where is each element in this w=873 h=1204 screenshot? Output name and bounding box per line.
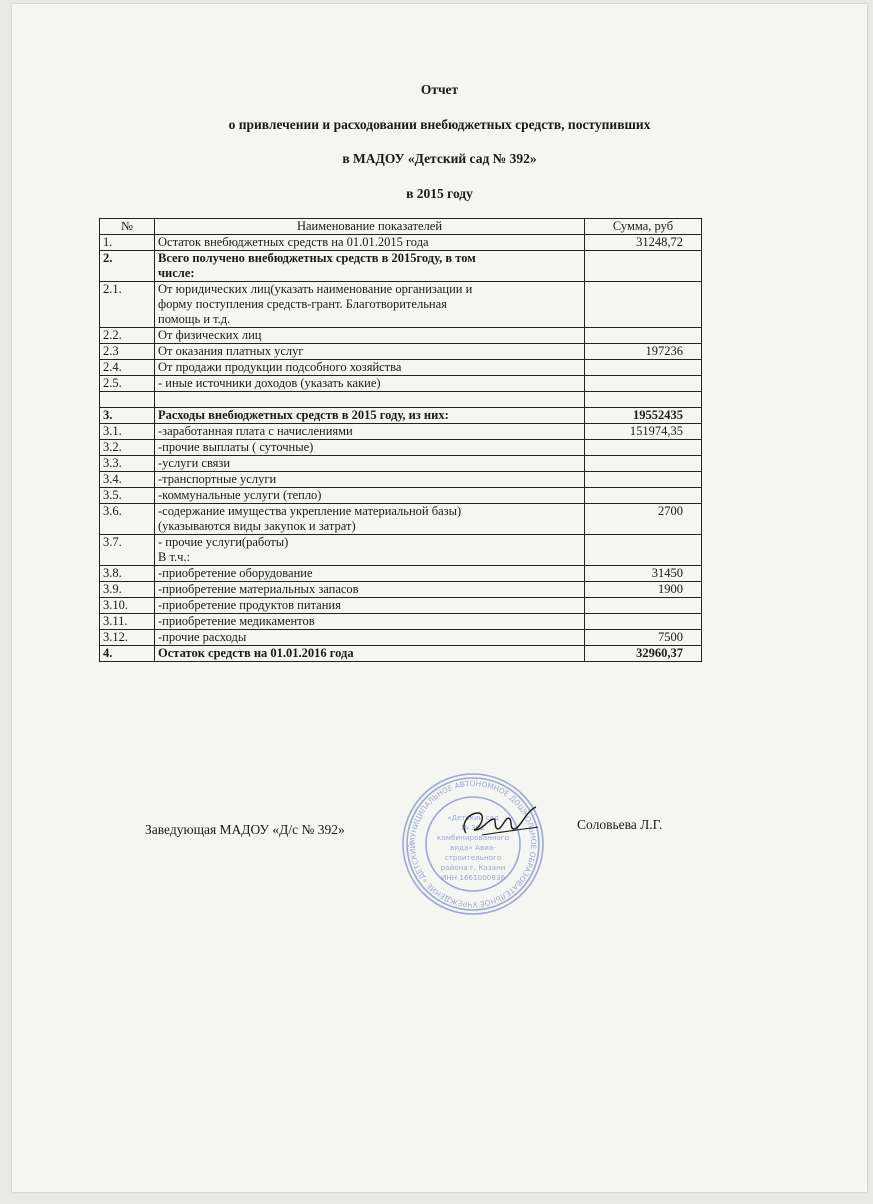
row-indicator-name: От юридических лиц(указать наименование организации и форму поступления средств-грант. Благотворительная помощь и т.д. <box>155 282 585 328</box>
row-indicator-name: -приобретение продуктов питания <box>155 598 585 614</box>
title-line-1: Отчет <box>420 82 459 97</box>
row-indicator-name: -приобретение оборудование <box>155 566 585 582</box>
row-number: 2.4. <box>100 360 155 376</box>
stamp-inner-line: района г. Казани <box>440 863 506 872</box>
table-row <box>100 566 702 582</box>
row-sum <box>585 360 702 376</box>
table-row <box>100 472 702 488</box>
row-indicator-name: Всего получено внебюджетных средств в 2015году, в том числе: <box>155 251 585 282</box>
document-page <box>12 4 867 1192</box>
row-sum <box>585 251 702 282</box>
row-number: 3.7. <box>100 535 155 566</box>
stamp-ring-text: МУНИЦИПАЛЬНОЕ АВТОНОМНОЕ ДОШКОЛЬНОЕ ОБРАЗОВАТЕЛЬНОЕ УЧРЕЖДЕНИЕ «ДЕТСКИЙ <box>407 778 539 910</box>
table-row <box>100 344 702 360</box>
row-sum: 32960,37 <box>585 646 702 662</box>
row-number: 1. <box>100 235 155 251</box>
title-line-3: в МАДОУ «Детский сад № 392» <box>342 151 537 166</box>
signer-name: Соловьева Л.Г. <box>577 817 663 832</box>
title-line-4: в 2015 году <box>406 186 473 201</box>
row-number: 2.5. <box>100 376 155 392</box>
stamp-inner-line: комбинированного <box>436 833 510 842</box>
row-sum: 31248,72 <box>585 235 702 251</box>
stamp-inner-line: № 392 <box>461 823 485 832</box>
row-indicator-name: -услуги связи <box>155 456 585 472</box>
signature-label: Заведующая МАДОУ «Д/с № 392» <box>145 822 345 837</box>
row-number: 3.1. <box>100 424 155 440</box>
row-sum: 7500 <box>585 630 702 646</box>
row-sum: 151974,35 <box>585 424 702 440</box>
row-number: 3.3. <box>100 456 155 472</box>
row-number: 3.12. <box>100 630 155 646</box>
row-sum: 31450 <box>585 566 702 582</box>
row-indicator-name: -коммунальные услуги (тепло) <box>155 488 585 504</box>
row-number: 2.2. <box>100 328 155 344</box>
row-indicator-name: Остаток средств на 01.01.2016 года <box>155 646 585 662</box>
row-indicator-name: - прочие услуги(работы) В т.ч.: <box>155 535 585 566</box>
title-line-2: о привлечении и расходовании внебюджетных средств, поступивших <box>228 117 651 132</box>
row-indicator-name: -приобретение материальных запасов <box>155 582 585 598</box>
row-sum <box>585 440 702 456</box>
row-indicator-name <box>155 392 585 408</box>
row-sum <box>585 282 702 328</box>
row-indicator-name: -приобретение медикаментов <box>155 614 585 630</box>
row-sum <box>585 328 702 344</box>
row-number <box>100 392 155 408</box>
table-row <box>100 598 702 614</box>
row-number: 3.11. <box>100 614 155 630</box>
stamp-inner-line: вида» Авиа- <box>450 843 496 852</box>
table-row <box>100 392 702 408</box>
signature-icon <box>452 799 542 849</box>
table-row <box>100 282 702 328</box>
row-number: 4. <box>100 646 155 662</box>
stamp-inner-line: ИНН 1661000836 <box>440 873 506 882</box>
row-number: 3. <box>100 408 155 424</box>
row-number: 2.3 <box>100 344 155 360</box>
row-indicator-name: - иные источники доходов (указать какие) <box>155 376 585 392</box>
row-indicator-name: От продажи продукции подсобного хозяйства <box>155 360 585 376</box>
stamp-inner-line: «Детский сад <box>447 813 499 822</box>
table-row <box>100 376 702 392</box>
table-row <box>100 582 702 598</box>
table-row <box>100 408 702 424</box>
table-header-row <box>100 219 702 235</box>
table-row <box>100 328 702 344</box>
row-number: 3.8. <box>100 566 155 582</box>
row-sum <box>585 598 702 614</box>
table-row <box>100 440 702 456</box>
row-sum: 19552435 <box>585 408 702 424</box>
table-body <box>100 235 702 662</box>
row-number: 3.5. <box>100 488 155 504</box>
header-sum: Сумма, руб <box>585 219 702 235</box>
row-sum <box>585 456 702 472</box>
table-row <box>100 424 702 440</box>
row-indicator-name: -транспортные услуги <box>155 472 585 488</box>
report-table <box>99 218 702 662</box>
header-name: Наименование показателей <box>155 219 585 235</box>
table-row <box>100 360 702 376</box>
row-sum <box>585 535 702 566</box>
stamp-inner-line: строительного <box>444 853 502 862</box>
table-row <box>100 456 702 472</box>
row-sum <box>585 488 702 504</box>
header-num: № <box>100 219 155 235</box>
row-indicator-name: -прочие выплаты ( суточные) <box>155 440 585 456</box>
table-row <box>100 488 702 504</box>
row-number: 2. <box>100 251 155 282</box>
table-row <box>100 251 702 282</box>
table-row <box>100 646 702 662</box>
row-indicator-name: От физических лиц <box>155 328 585 344</box>
row-number: 3.9. <box>100 582 155 598</box>
row-number: 3.2. <box>100 440 155 456</box>
table-row <box>100 614 702 630</box>
row-indicator-name: -заработанная плата с начислениями <box>155 424 585 440</box>
row-sum <box>585 614 702 630</box>
handwritten-signature <box>452 799 542 854</box>
row-number: 3.10. <box>100 598 155 614</box>
row-indicator-name: Остаток внебюджетных средств на 01.01.2015 года <box>155 235 585 251</box>
row-sum: 1900 <box>585 582 702 598</box>
table-row <box>100 535 702 566</box>
row-indicator-name: От оказания платных услуг <box>155 344 585 360</box>
table-row <box>100 630 702 646</box>
row-indicator-name: -содержание имущества укрепление материальной базы) (указываются виды закупок и затрат) <box>155 504 585 535</box>
row-number: 3.6. <box>100 504 155 535</box>
row-number: 3.4. <box>100 472 155 488</box>
row-sum <box>585 472 702 488</box>
row-number: 2.1. <box>100 282 155 328</box>
row-sum <box>585 392 702 408</box>
table-row <box>100 235 702 251</box>
row-indicator-name: -прочие расходы <box>155 630 585 646</box>
table-row <box>100 504 702 535</box>
row-sum: 2700 <box>585 504 702 535</box>
row-sum <box>585 376 702 392</box>
row-sum: 197236 <box>585 344 702 360</box>
row-indicator-name: Расходы внебюджетных средств в 2015 году, из них: <box>155 408 585 424</box>
